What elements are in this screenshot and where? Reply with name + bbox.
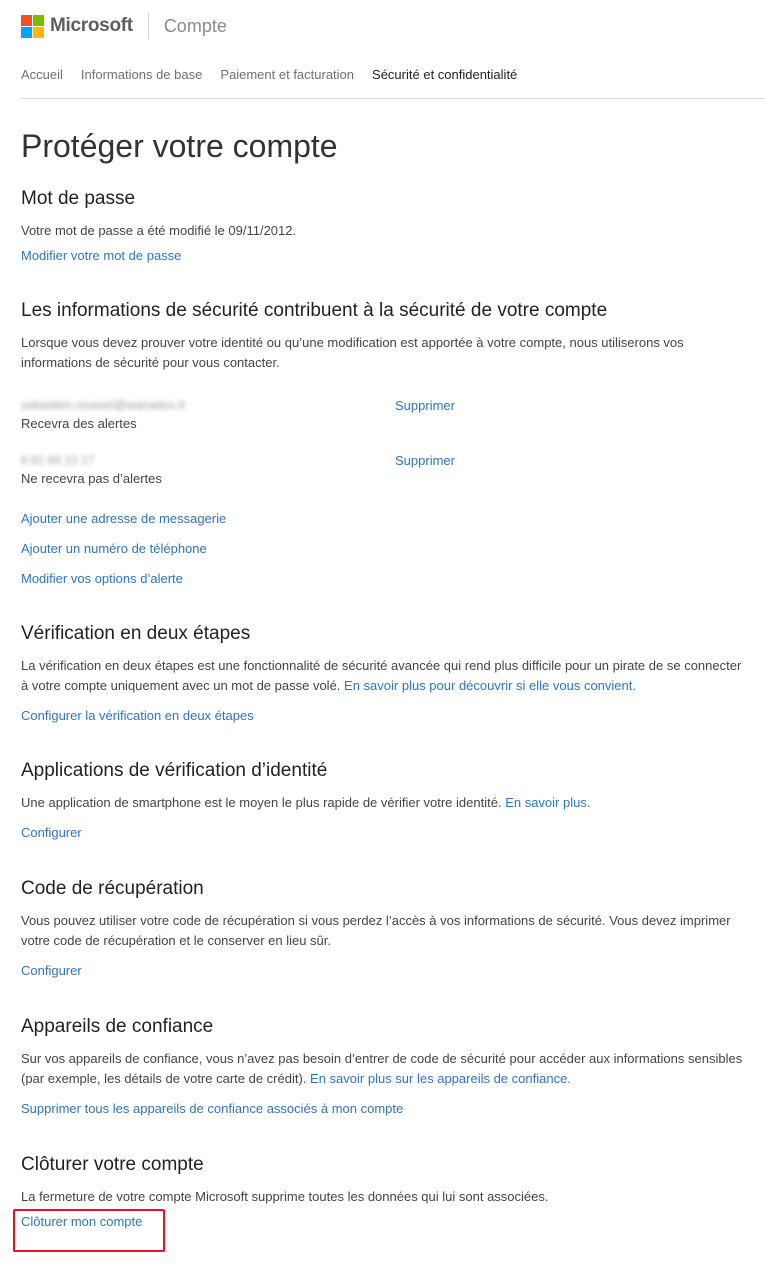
identity-apps-description: Une application de smartphone est le moyen le plus rapide de vérifier votre identité. (21, 795, 502, 810)
security-email-status: Recevra des alertes (21, 416, 137, 431)
two-step-text (21, 656, 751, 696)
security-entry-email (21, 396, 751, 434)
alert-options-link[interactable]: Modifier vos options d’alerte (21, 571, 183, 586)
add-email-link[interactable]: Ajouter une adresse de messagerie (21, 511, 227, 526)
two-step-description: La vérification en deux étapes est une fonctionnalité de sécurité avancée qui rend plus difficile pour un pirate de se connecter à votre compte uniquement avec un mot de passe volé. (21, 658, 742, 693)
remove-phone-link[interactable]: Supprimer (395, 453, 455, 468)
nav-informations-de-base[interactable]: Informations de base (80, 67, 203, 82)
recovery-code-text: Vous pouvez utiliser votre code de récupération si vous perdez l’accès à vos informations de sécurité. Vous devez imprimer votre code de récupération et le conserver en lieu sûr. (21, 913, 731, 948)
microsoft-logo-icon[interactable] (21, 15, 44, 38)
remove-email-link[interactable]: Supprimer (395, 398, 455, 413)
trusted-devices-section (21, 1015, 751, 1119)
logo-square-red (21, 15, 32, 26)
two-step-learn-more-link[interactable]: En savoir plus pour découvrir si elle vous convient. (344, 678, 636, 693)
two-step-section (21, 622, 751, 726)
close-account-link[interactable]: Clôturer mon compte (21, 1214, 143, 1229)
trusted-devices-description: Sur vos appareils de confiance, vous n’avez pas besoin d’entrer de code de sécurité pour accéder aux informations sensibles (par exemple, les détails de votre carte de crédit). (21, 1051, 743, 1086)
password-section (21, 187, 751, 266)
recovery-code-heading: Code de récupération (21, 878, 204, 899)
nav-securite-et-confidentialite[interactable]: Sécurité et confidentialité (372, 67, 518, 82)
security-entry-phone (21, 451, 751, 489)
trusted-devices-text (21, 1049, 751, 1089)
security-phone-status: Ne recevra pas d’alertes (21, 471, 162, 486)
alert-options-row (21, 569, 751, 589)
setup-recovery-code-link[interactable]: Configurer (21, 963, 82, 978)
nav-accueil[interactable]: Accueil (21, 67, 63, 82)
logo-square-green (33, 15, 44, 26)
header-divider (148, 13, 149, 39)
identity-apps-section (21, 759, 751, 843)
identity-apps-text (21, 793, 751, 813)
remove-trusted-devices-link[interactable]: Supprimer tous les appareils de confiance associés à mon compte (21, 1101, 404, 1116)
add-email-row (21, 509, 751, 529)
page-title: Protéger votre compte (21, 128, 338, 164)
brand-name[interactable]: Microsoft (50, 15, 133, 36)
password-changed-text: Votre mot de passe a été modifié le 09/11/2012. (21, 223, 297, 238)
recovery-code-section (21, 877, 751, 981)
close-account-heading: Clôturer votre compte (21, 1154, 204, 1175)
add-phone-row (21, 539, 751, 559)
trusted-devices-learn-more-link[interactable]: En savoir plus sur les appareils de confiance. (310, 1071, 571, 1086)
setup-identity-app-link[interactable]: Configurer (21, 825, 82, 840)
add-phone-link[interactable]: Ajouter un numéro de téléphone (21, 541, 207, 556)
identity-apps-heading: Applications de vérification d’identité (21, 760, 328, 781)
setup-two-step-link[interactable]: Configurer la vérification en deux étapes (21, 708, 254, 723)
security-email-value: sebastien.roussel@wanadoo.fr (21, 398, 186, 412)
identity-apps-learn-more-link[interactable]: En savoir plus. (505, 795, 591, 810)
top-nav (21, 66, 765, 99)
two-step-heading: Vérification en deux étapes (21, 623, 251, 644)
site-header (21, 12, 227, 40)
security-info-text: Lorsque vous devez prouver votre identité ou qu’une modification est apportée à votre compte, nous utiliserons vos informations de sécurité pour vous contacter. (21, 335, 684, 370)
security-phone-value: 6 61 64 13 17 (21, 453, 95, 467)
logo-square-blue (21, 27, 32, 38)
nav-paiement-et-facturation[interactable]: Paiement et facturation (220, 67, 355, 82)
change-password-link[interactable]: Modifier votre mot de passe (21, 248, 182, 263)
close-account-text: La fermeture de votre compte Microsoft supprime toutes les données qui lui sont associées. (21, 1189, 549, 1204)
trusted-devices-heading: Appareils de confiance (21, 1016, 214, 1037)
logo-square-yellow (33, 27, 44, 38)
product-name[interactable]: Compte (163, 15, 227, 36)
close-account-highlight-box (13, 1209, 165, 1252)
security-info-section (21, 299, 751, 373)
security-info-heading: Les informations de sécurité contribuent à la sécurité de votre compte (21, 300, 608, 321)
password-heading: Mot de passe (21, 188, 136, 209)
